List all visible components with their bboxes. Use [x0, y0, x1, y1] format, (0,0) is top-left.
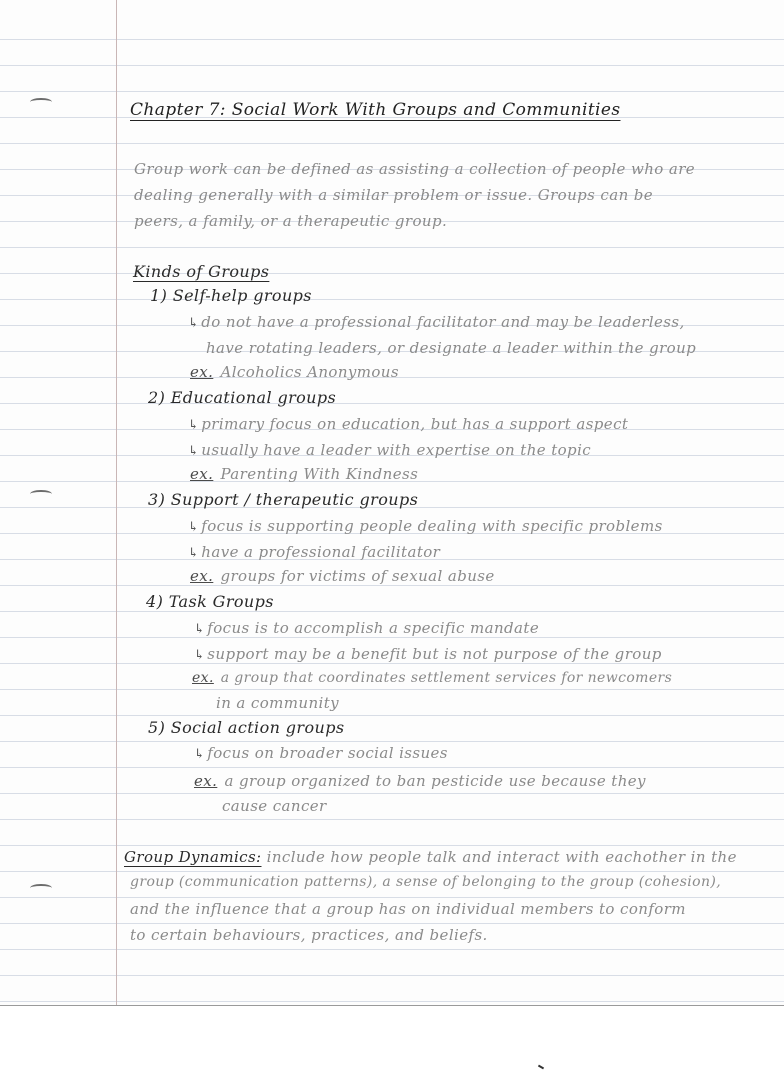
group-example: [190, 363, 399, 381]
group-point: [194, 645, 662, 663]
group-point: [188, 543, 440, 561]
group-point: [188, 415, 628, 433]
arrow-icon: ↳: [188, 546, 200, 561]
group-point: [188, 313, 685, 331]
group-example: [194, 772, 646, 790]
dynamics-line: and the influence that a group has on individual members to conform: [130, 900, 686, 918]
group-example: [190, 465, 418, 483]
intro-line: peers, a family, or a therapeutic group.: [134, 212, 448, 230]
point-text: have a professional facilitator: [201, 543, 441, 561]
example-cont: in a community: [216, 694, 340, 712]
kinds-heading: Kinds of Groups: [133, 262, 270, 281]
point-text: focus is supporting people dealing with specific problems: [201, 517, 663, 535]
example-cont: cause cancer: [222, 797, 327, 815]
arrow-icon: ↳: [188, 444, 200, 459]
example-text: a group that coordinates settlement services for newcomers: [220, 670, 673, 686]
arrow-icon: ↳: [188, 520, 200, 535]
intro-line: Group work can be defined as assisting a collection of people who are: [134, 160, 696, 178]
ex-label: ex.: [190, 465, 214, 483]
group-point: [188, 517, 663, 535]
group-title: 3) Support / therapeutic groups: [148, 490, 419, 509]
group-title: 2) Educational groups: [148, 388, 337, 407]
example-text: groups for victims of sexual abuse: [220, 567, 495, 585]
group-point-cont: have rotating leaders, or designate a leader within the group: [206, 339, 697, 357]
point-text: focus is to accomplish a specific mandate: [207, 619, 540, 637]
group-title: 1) Self-help groups: [150, 286, 312, 305]
group-point: [194, 744, 448, 762]
group-point: [188, 441, 591, 459]
ex-label: ex.: [194, 772, 218, 790]
group-point: [194, 619, 539, 637]
ex-label: ex.: [192, 670, 214, 686]
intro-line: dealing generally with a similar problem or issue. Groups can be: [134, 186, 654, 204]
point-text: focus on broader social issues: [207, 744, 448, 762]
dynamics-heading: Group Dynamics:: [124, 848, 262, 866]
ex-label: ex.: [190, 567, 214, 585]
arrow-icon: ↳: [194, 648, 206, 663]
example-text: Alcoholics Anonymous: [220, 363, 399, 381]
arrow-icon: ↳: [188, 418, 200, 433]
dynamics-line: to certain behaviours, practices, and beliefs.: [130, 926, 488, 944]
ex-label: ex.: [190, 363, 214, 381]
dynamics-text: include how people talk and interact with eachother in the: [266, 848, 737, 866]
group-title: 5) Social action groups: [148, 718, 345, 737]
point-text: support may be a benefit but is not purpose of the group: [207, 645, 662, 663]
group-example: [192, 670, 672, 686]
point-text: do not have a professional facilitator and may be leaderless,: [201, 313, 685, 331]
point-text: usually have a leader with expertise on the topic: [201, 441, 592, 459]
arrow-icon: ↳: [194, 747, 206, 762]
dynamics-line: group (communication patterns), a sense of belonging to the group (cohesion),: [130, 874, 722, 890]
example-text: a group organized to ban pesticide use because they: [224, 772, 646, 790]
group-title: 4) Task Groups: [146, 592, 274, 611]
point-text: primary focus on education, but has a support aspect: [201, 415, 629, 433]
dynamics-line: [124, 848, 737, 866]
page-title: Chapter 7: Social Work With Groups and Communities: [130, 100, 621, 120]
group-example: [190, 567, 495, 585]
stray-mark: [538, 1065, 544, 1070]
arrow-icon: ↳: [194, 622, 206, 637]
arrow-icon: ↳: [188, 316, 200, 331]
example-text: Parenting With Kindness: [220, 465, 419, 483]
